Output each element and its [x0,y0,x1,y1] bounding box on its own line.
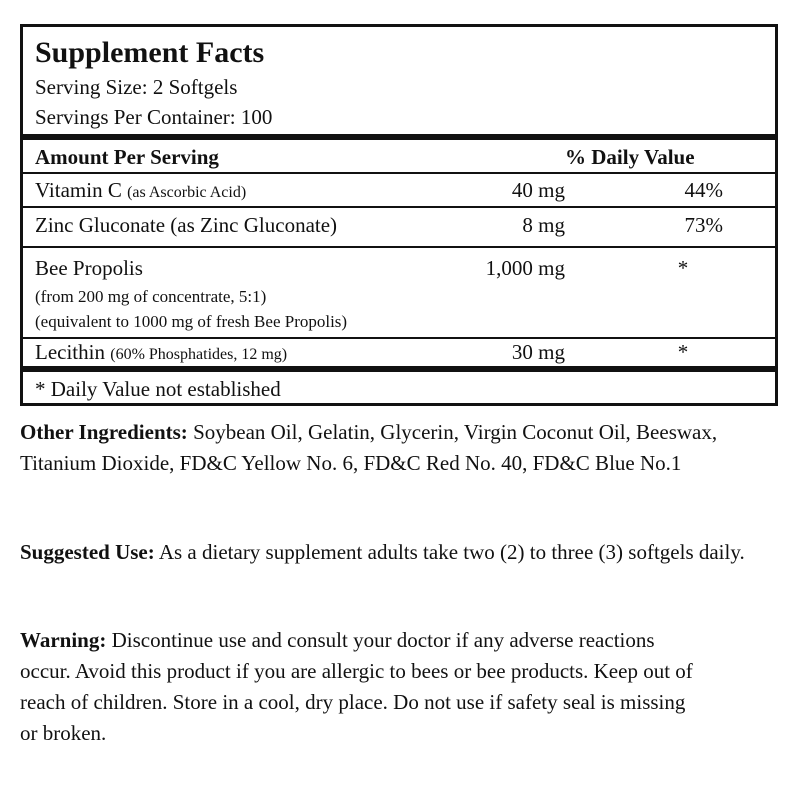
daily-value-footnote: * Daily Value not established [35,377,281,401]
ingredient-detail-line: (from 200 mg of concentrate, 5:1) [35,287,267,306]
ingredient-name [35,213,337,237]
ingredient-name: Bee Propolis [35,256,143,280]
ingredient-amount: 8 mg [522,213,565,237]
ingredient-amount: 30 mg [511,340,565,364]
ingredient-name-main: Zinc Gluconate [35,213,166,237]
warning-label: Warning: [20,628,107,652]
daily-value-header: % Daily Value [565,145,695,169]
ingredient-name-main: Lecithin [35,340,105,364]
suggested-use-section [20,537,780,568]
ingredient-daily-value: 73% [684,213,723,237]
facts-divider [23,134,775,140]
ingredient-daily-value: 44% [684,178,723,202]
servings-per-container: Servings Per Container: 100 [35,105,273,129]
warning-section [20,625,700,749]
other-ingredients-section [20,417,780,479]
warning-text: Discontinue use and consult your doctor if any adverse reactions occur. Avoid this product if you are allergic to bees or bee products. Keep out of reach of children. Store in a cool, dry place. Do not use if safety seal is missing or broken. [20,628,693,745]
ingredient-detail: (as Zinc Gluconate) [170,213,338,237]
ingredient-detail: (as Ascorbic Acid) [127,184,247,201]
facts-divider [23,246,775,248]
supplement-facts-panel [20,24,778,406]
ingredient-daily-value: * [677,256,689,280]
facts-divider [23,366,775,372]
serving-size: Serving Size: 2 Softgels [35,75,238,99]
ingredient-name [35,178,246,205]
ingredient-detail-line: (equivalent to 1000 mg of fresh Bee Propolis) [35,312,348,331]
supplement-facts-title: Supplement Facts [35,36,265,69]
other-ingredients-label: Other Ingredients: [20,420,188,444]
ingredient-daily-value: * [677,340,689,364]
ingredient-amount: 40 mg [511,178,565,202]
ingredient-name [35,340,287,367]
suggested-use-label: Suggested Use: [20,540,155,564]
facts-divider [23,172,775,174]
facts-divider [23,337,775,339]
ingredient-name-main: Vitamin C [35,178,122,202]
suggested-use-text: As a dietary supplement adults take two (2) to three (3) softgels daily. [158,540,745,564]
other-ingredients-text: Soybean Oil, Gelatin, Glycerin, Virgin Coconut Oil, Beeswax, Titanium Dioxide, FD&C Yellow No. 6, FD&C Red No. 40, FD&C Blue No.1 [20,420,718,475]
ingredient-detail: (60% Phosphatides, 12 mg) [110,346,288,363]
facts-divider [23,206,775,208]
amount-per-serving-header: Amount Per Serving [35,145,219,169]
ingredient-amount: 1,000 mg [485,256,565,280]
